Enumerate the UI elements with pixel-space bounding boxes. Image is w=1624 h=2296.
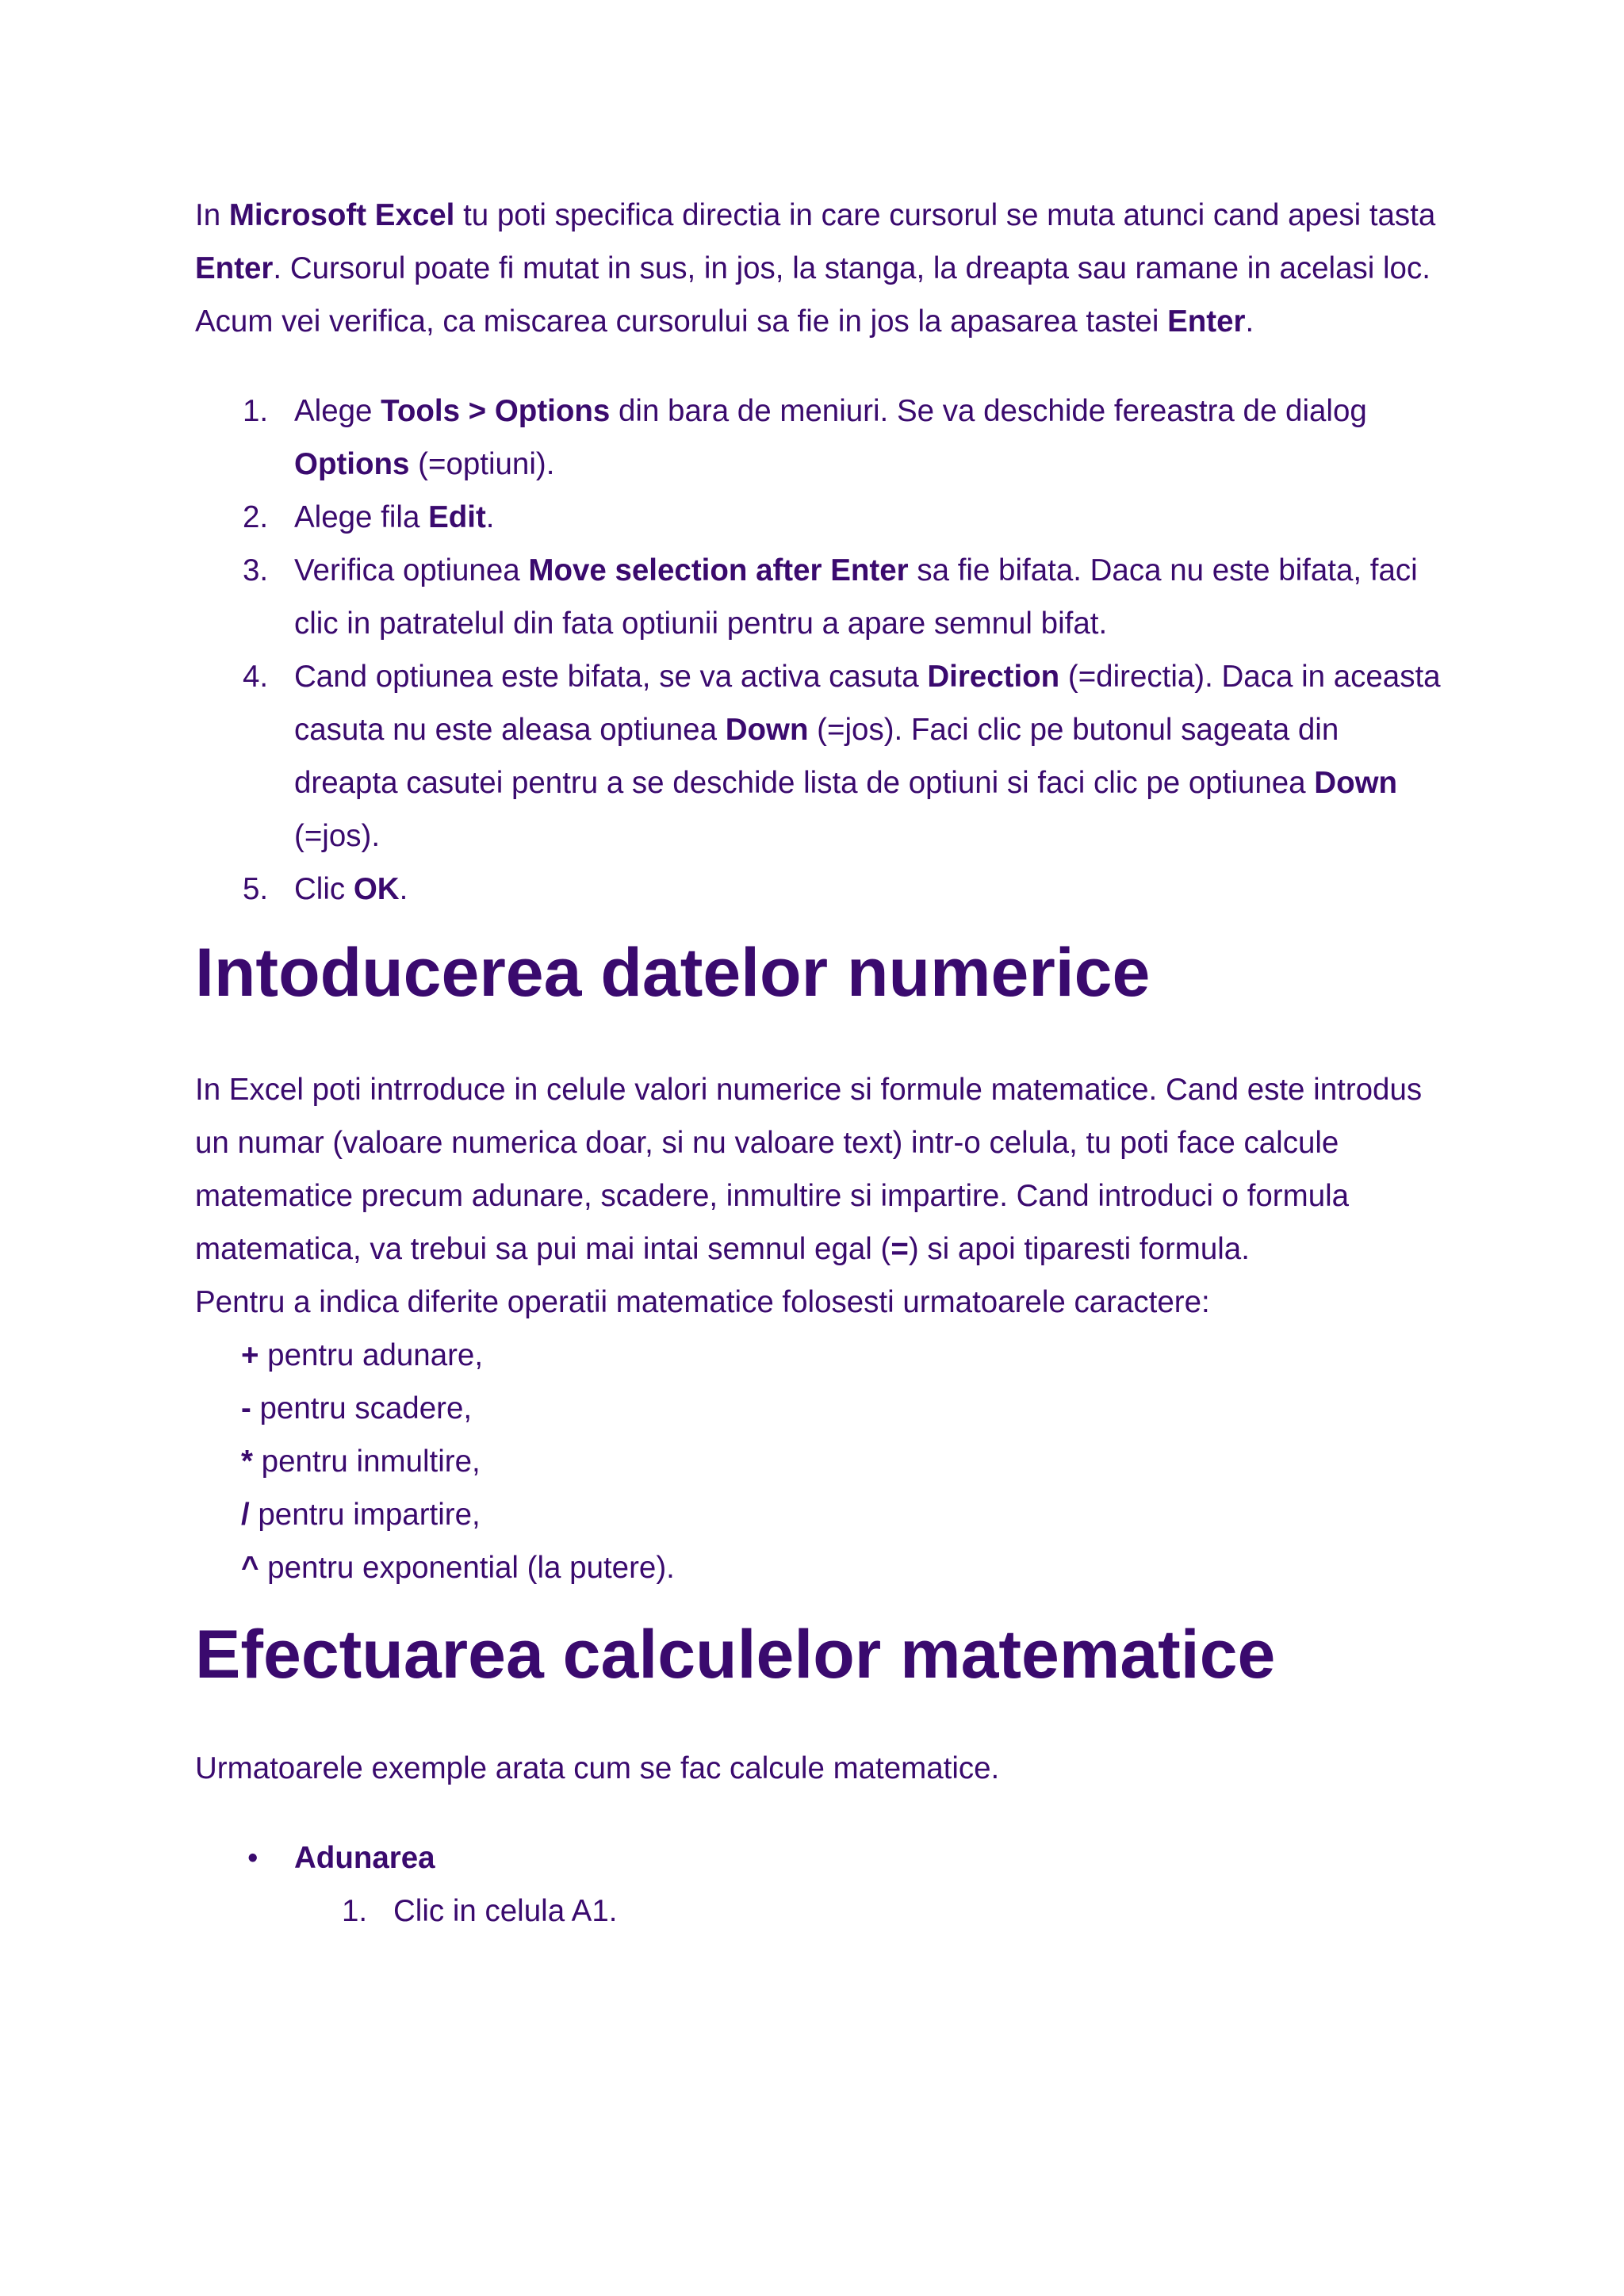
text-run: In	[195, 198, 229, 232]
text-run: sa fie bifata. Daca nu este bifata, faci clic in patratelul din fata optiunii pentru a apare semnul bifat.	[294, 553, 1418, 641]
list-item	[195, 1488, 1448, 1541]
substeps-list	[195, 1885, 1448, 1938]
section1-paragraph	[195, 1063, 1448, 1276]
text-run: Clic in celula A1.	[393, 1894, 618, 1928]
list-number: 1.	[243, 394, 269, 428]
text-run: Acum vei verifica, ca miscarea cursorului sa fie in jos la apasarea tastei	[195, 304, 1168, 339]
document-body	[195, 189, 1448, 1938]
operator-symbol: -	[241, 1391, 251, 1425]
section2-paragraph: Urmatoarele exemple arata cum se fac calcule matematice.	[195, 1751, 1000, 1785]
bold-run: Adunarea	[294, 1841, 435, 1875]
bold-run: Direction	[927, 660, 1060, 694]
text-run: Cand optiunea este bifata, se va activa casuta	[294, 660, 928, 694]
text-run: .	[1245, 304, 1254, 339]
text-run: Clic	[294, 872, 354, 906]
text-run: (=directia). Daca in aceasta casuta nu este aleasa optiunea	[294, 660, 1441, 747]
section1-paragraph-2: Pentru a indica diferite operatii matematice folosesti urmatoarele caractere:	[195, 1285, 1210, 1319]
bold-run: Down	[1314, 766, 1398, 800]
text-run: Verifica optiunea	[294, 553, 529, 587]
text-run: pentru exponential (la putere).	[259, 1551, 675, 1585]
text-run: .	[399, 872, 408, 906]
list-item	[195, 863, 1448, 916]
bold-run: OK	[353, 872, 400, 906]
list-item	[195, 1329, 1448, 1382]
bold-run: Enter	[1167, 304, 1246, 339]
list-item	[195, 1382, 1448, 1435]
text-run: pentru adunare,	[259, 1338, 484, 1372]
bold-run: Down	[725, 713, 809, 747]
list-number: 3.	[243, 553, 269, 587]
operators-list	[195, 1329, 1448, 1594]
intro-paragraph	[195, 189, 1448, 295]
text-run: Alege fila	[294, 500, 429, 534]
text-run: pentru scadere,	[251, 1391, 473, 1425]
text-run: din bara de meniuri. Se va deschide fereastra de dialog	[610, 394, 1367, 428]
list-item	[195, 1541, 1448, 1594]
text-run: (=optiuni).	[409, 447, 555, 481]
operator-symbol: +	[241, 1338, 259, 1372]
operator-symbol: /	[241, 1498, 250, 1532]
text-run: ) si apoi tiparesti formula.	[908, 1232, 1250, 1266]
intro-paragraph-2	[195, 295, 1448, 348]
bold-run: Microsoft Excel	[228, 198, 455, 232]
list-item	[195, 385, 1448, 491]
text-run: tu poti specifica directia in care cursorul se muta atunci cand apesi tasta	[454, 198, 1436, 232]
list-item	[195, 1831, 1448, 1885]
text-run: pentru impartire,	[249, 1498, 481, 1532]
text-run: (=jos).	[294, 819, 381, 853]
list-number: 4.	[243, 660, 269, 694]
bold-run: Move selection after Enter	[528, 553, 909, 587]
bold-run: Tools > Options	[381, 394, 611, 428]
section-heading: Intoducerea datelor numerice	[195, 935, 1151, 1011]
list-item	[195, 1435, 1448, 1488]
list-item	[195, 650, 1448, 863]
list-item	[195, 491, 1448, 544]
list-number: 5.	[243, 872, 269, 906]
bold-run: Options	[294, 447, 410, 481]
text-run: pentru inmultire,	[252, 1445, 481, 1479]
bullet-icon: •	[247, 1841, 259, 1875]
operator-symbol: *	[241, 1445, 253, 1479]
list-item	[195, 1885, 1448, 1938]
text-run: In Excel poti intrroduce in celule valori numerice si formule matematice. Cand este introdus un numar (valoare numerica doar, si nu valoare text) intr-o celula, tu poti face calcule matematice precum adunare, scadere, inmultire si impartire. Cand introduci o formula matematica, va trebui sa pui mai intai semnul egal (	[195, 1073, 1423, 1266]
text-run: (=jos). Faci clic pe butonul sageata din dreapta casutei pentru a se deschide lista de optiuni si faci clic pe optiunea	[294, 713, 1339, 800]
list-item	[195, 544, 1448, 650]
text-run: Alege	[294, 394, 381, 428]
bold-run: =	[891, 1232, 909, 1266]
bold-run: Enter	[195, 251, 274, 285]
examples-list	[195, 1831, 1448, 1885]
operator-symbol: ^	[241, 1551, 259, 1585]
bold-run: Edit	[428, 500, 486, 534]
section-heading: Efectuarea calculelor matematice	[195, 1617, 1276, 1693]
text-run: .	[485, 500, 495, 534]
steps-list	[195, 385, 1448, 916]
text-run: . Cursorul poate fi mutat in sus, in jos, la stanga, la dreapta sau ramane in acelasi loc.	[273, 251, 1431, 285]
list-number: 2.	[243, 500, 269, 534]
list-number: 1.	[342, 1894, 368, 1928]
